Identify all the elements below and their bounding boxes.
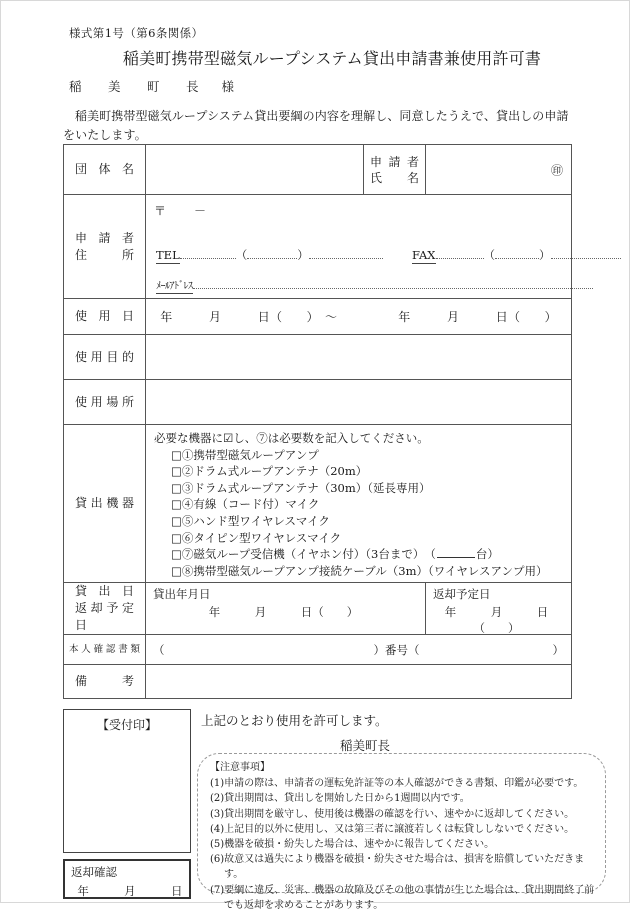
postal-mark-icon: 〒 <box>154 204 167 218</box>
form-number: 様式第1号（第6条関係） <box>69 26 204 40</box>
mail-address-input[interactable] <box>193 277 593 289</box>
table-row-organization <box>64 145 572 195</box>
seal-icon: ㊞ <box>550 163 563 177</box>
table-row-use-purpose <box>64 335 572 380</box>
return-date-cell[interactable] <box>426 583 572 635</box>
equipment-instruction: 必要な機器に☑し、⑦は必要数を記入してください。 <box>154 431 429 445</box>
equipment-label: 貸出機器 <box>64 425 146 583</box>
tel-input-1[interactable] <box>180 247 236 259</box>
remarks-input[interactable] <box>146 665 572 699</box>
use-purpose-label: 使用目的 <box>64 335 146 380</box>
tel-label: TEL <box>156 248 180 262</box>
addressee-honorific: 様 <box>221 79 235 94</box>
tel-input-3[interactable] <box>309 247 383 259</box>
addressee-name: 稲 美 町 長 <box>69 79 206 94</box>
equipment-checkbox-list <box>154 447 571 580</box>
intro-paragraph: 稲美町携帯型磁気ループシステム貸出要綱の内容を理解し、同意したうえで、貸出しの申請をいたします。 <box>63 109 569 142</box>
table-row-identification <box>64 635 572 665</box>
use-date-input[interactable]: 年 月 日（ ） ～ 年 月 日（ ） <box>146 299 572 335</box>
applicant-name-label: 申請者 氏名 <box>364 145 426 195</box>
table-row-remarks <box>64 665 572 699</box>
postal-dash: － <box>194 204 207 218</box>
notice-item: (4)上記目的以外に使用し、又は第三者に譲渡若しくは転貸ししないでください。 <box>210 823 575 835</box>
page-title: 稲美町携帯型磁気ループシステム貸出申請書兼使用許可書 <box>122 49 542 68</box>
equipment-option-6[interactable]: □⑥タイピン型ワイヤレスマイク <box>171 530 342 545</box>
postal-code-field[interactable] <box>154 202 206 219</box>
lend-date-input: 年 月 日（ ） <box>208 605 359 620</box>
id-document-cell[interactable] <box>146 635 572 665</box>
permission-signer: 稲美町長 <box>339 738 390 753</box>
use-place-input[interactable] <box>146 380 572 425</box>
remarks-label: 備考 <box>64 665 146 699</box>
equipment-cell <box>146 425 572 583</box>
fax-label: FAX <box>412 248 436 262</box>
notice-item: (1)申請の際は、申請者の運転免許証等の本人確認ができる書類、印鑑が必要です。 <box>210 778 584 790</box>
id-document-field[interactable]: （ ） <box>153 642 385 657</box>
table-row-lend-return <box>64 583 572 635</box>
notice-item: (3)貸出期間を厳守し、使用後は機器の確認を行い、速やかに返却してください。 <box>210 808 575 820</box>
equipment-option-2[interactable]: □②ドラム式ループアンテナ（20m） <box>171 464 368 479</box>
equipment-option-8[interactable]: □⑧携帯型磁気ループアンプ接続ケーブル（3m）（ワイヤレスアンプ用） <box>171 563 548 578</box>
notice-item: (7)要綱に違反、災害、機器の故障及びその他の事情が生じた場合は、貸出期間終了前でも返却を求めることがあります。 <box>210 884 595 911</box>
applicant-address-label: 申請者 住所 <box>64 195 146 299</box>
organization-label: 団体名 <box>64 145 146 195</box>
application-table <box>63 144 572 699</box>
applicant-address-cell[interactable] <box>146 195 572 299</box>
lend-date-title: 貸出年月日 <box>153 587 211 602</box>
table-row-address <box>64 195 572 299</box>
equipment-option-7[interactable]: □⑦磁気ループ受信機（イヤホン付）（3台まで） （ 台） <box>171 547 499 562</box>
permission-statement <box>201 711 571 754</box>
fax-input-3[interactable] <box>551 247 621 259</box>
return-date-input: 年 月 日（ ） <box>444 605 549 636</box>
equipment-quantity-input[interactable] <box>437 557 475 558</box>
lend-return-label: 貸出日 返却予定日 <box>64 583 146 635</box>
equipment-option-4[interactable]: □④有線（コード付）マイク <box>171 497 320 512</box>
lend-date-cell[interactable] <box>146 583 426 635</box>
use-date-label: 使用日 <box>64 299 146 335</box>
notice-list <box>210 776 595 913</box>
id-number-field[interactable]: 番号（ ） <box>385 642 564 657</box>
permission-text: 上記のとおり使用を許可します。 <box>201 713 388 728</box>
receipt-stamp-label: 【受付印】 <box>96 718 157 732</box>
return-date-title: 返却予定日 <box>433 587 491 602</box>
return-confirmation-box[interactable] <box>63 859 191 899</box>
id-document-label: 本人確認書類 <box>64 635 146 665</box>
use-purpose-input[interactable] <box>146 335 572 380</box>
equipment-option-3[interactable]: □③ドラム式ループアンテナ（30m）（延長専用） <box>171 480 431 495</box>
notice-box <box>197 753 606 911</box>
table-row-equipment <box>64 425 572 583</box>
table-row-use-date <box>64 299 572 335</box>
receipt-stamp-box <box>63 709 191 853</box>
use-place-label: 使用場所 <box>64 380 146 425</box>
return-confirmation-date: 年 月 日 <box>77 884 183 898</box>
fax-input-2[interactable] <box>495 247 539 259</box>
notice-item: (2)貸出期間は、貸出しを開始した日から1週間以内です。 <box>210 793 470 805</box>
tel-fax-row: TEL （ ） FAX （ ） <box>156 247 630 263</box>
applicant-name-input[interactable] <box>426 145 572 195</box>
notice-item: (6)故意又は過失により機器を破損・紛失させた場合は、損害を賠償していただきます。 <box>210 854 585 881</box>
notice-item: (5)機器を破損・紛失した場合は、速やかに報告してください。 <box>210 839 495 851</box>
table-row-use-place <box>64 380 572 425</box>
fax-input-1[interactable] <box>436 247 484 259</box>
organization-input[interactable] <box>146 145 364 195</box>
notice-title: 【注意事項】 <box>210 762 270 773</box>
tel-input-2[interactable] <box>247 247 297 259</box>
addressee-line <box>69 77 234 95</box>
equipment-option-5[interactable]: □⑤ハンド型ワイヤレスマイク <box>171 513 330 528</box>
mail-address-row <box>156 277 630 292</box>
mail-address-label: ﾒｰﾙｱﾄﾞﾚｽ <box>156 281 193 292</box>
equipment-option-1[interactable]: □①携帯型磁気ループアンプ <box>171 447 319 462</box>
return-confirmation-label: 返却確認 <box>71 865 117 879</box>
